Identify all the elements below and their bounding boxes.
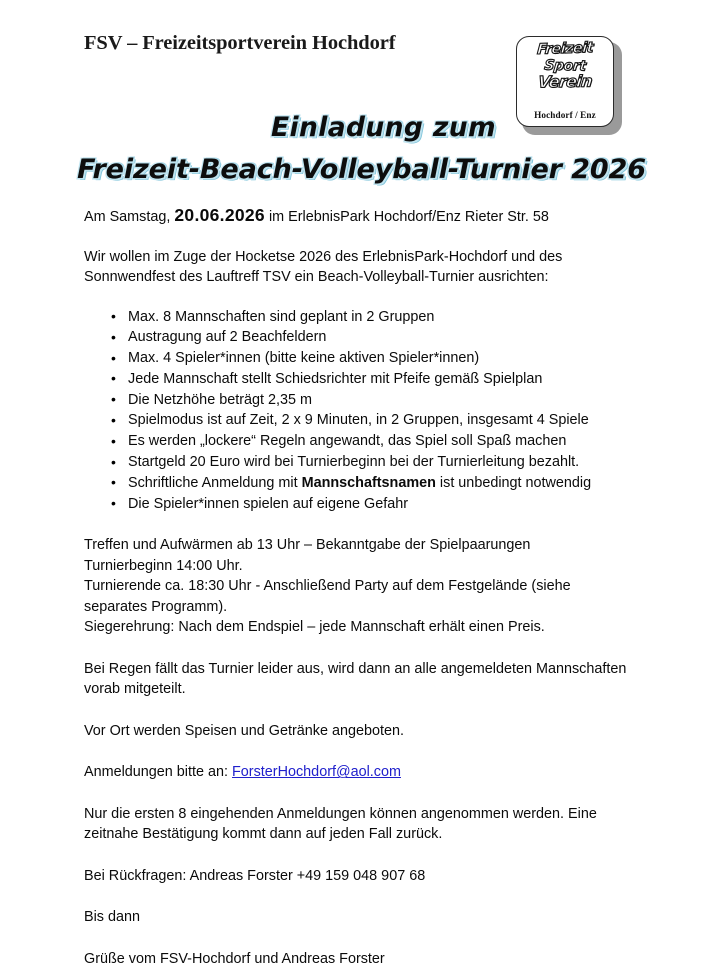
signoff-line-1: Bis dann	[84, 909, 141, 926]
list-item	[128, 327, 632, 348]
signoff-line-2: Grüße vom FSV-Hochdorf und Andreas Forster	[84, 950, 385, 967]
registration-line	[84, 762, 632, 783]
document-body	[84, 205, 632, 969]
logo-line-sport: Sport	[543, 56, 587, 75]
registration-label: Anmeldungen bitte an:	[84, 764, 233, 781]
limit-notice: Nur die ersten 8 eingehenden Anmeldungen können angenommen werden. Eine zeitnahe Bestätigung kommt dann auf jeden Fall zurück.	[84, 805, 597, 843]
list-item	[128, 473, 632, 494]
schedule-line-3: Turnierende ca. 18:30 Uhr - Anschließend Party auf dem Festgelände (siehe separates Programm).	[84, 578, 571, 615]
bullet-text: Startgeld 20 Euro wird bei Turnierbeginn bei der Turnierleitung bezahlt.	[128, 454, 580, 471]
rain-notice: Bei Regen fällt das Turnier leider aus, wird dann an alle angemeldeten Mannschaften vorab mitgeteilt.	[84, 660, 627, 698]
bullet-text-bold: Mannschaftsnamen	[301, 474, 436, 491]
bullet-text: Die Netzhöhe beträgt 2,35 m	[128, 391, 312, 408]
food-notice: Vor Ort werden Speisen und Getränke angeboten.	[84, 722, 405, 739]
bullet-text: Die Spieler*innen spielen auf eigene Gefahr	[128, 495, 409, 512]
date-prefix: Am Samstag,	[84, 209, 175, 225]
bullet-text: Max. 8 Mannschaften sind geplant in 2 Gruppen	[128, 308, 435, 325]
date-suffix: im ErlebnisPark Hochdorf/Enz Rieter Str. 58	[264, 209, 549, 225]
event-date-line	[84, 205, 632, 228]
logo-line-freizeit: Freizeit	[536, 40, 594, 58]
title-line-1: Einladung zum	[270, 112, 496, 143]
schedule-line-4: Siegerehrung: Nach dem Endspiel – jede Mannschaft erhält einen Preis.	[84, 619, 545, 636]
list-item	[128, 494, 632, 515]
logo-graffiti-text	[517, 42, 613, 90]
bullet-text-pre: Schriftliche Anmeldung mit	[128, 474, 302, 491]
schedule-line-1: Treffen und Aufwärmen ab 13 Uhr – Bekanntgabe der Spielpaarungen	[84, 537, 531, 554]
event-date: 20.06.2026	[174, 205, 265, 225]
title-line-2: Freizeit-Beach-Volleyball-Turnier 2026	[77, 154, 646, 185]
bullet-text: Jede Mannschaft stellt Schiedsrichter mit Pfeife gemäß Spielplan	[128, 370, 543, 387]
list-item	[128, 410, 632, 431]
bullet-text: Es werden „lockere“ Regeln angewandt, das Spiel soll Spaß machen	[128, 433, 567, 450]
bullet-text-post: ist unbedingt notwendig	[435, 474, 592, 491]
list-item	[128, 390, 632, 411]
intro-paragraph: Wir wollen im Zuge der Hocketse 2026 des ErlebnisPark-Hochdorf und des Sonnwendfest des Lauftreff TSV ein Beach-Volleyball-Turnier ausrichten:	[84, 248, 563, 285]
logo-line-verein: Verein	[537, 71, 593, 91]
registration-email-link[interactable]: ForsterHochdorf@aol.com	[232, 764, 401, 781]
list-item	[128, 431, 632, 452]
club-name-heading: FSV – Freizeitsportverein Hochdorf	[84, 32, 396, 54]
bullet-text: Spielmodus ist auf Zeit, 2 x 9 Minuten, in 2 Gruppen, insgesamt 4 Spiele	[128, 412, 589, 429]
contact-line: Bei Rückfragen: Andreas Forster +49 159 048 907 68	[84, 867, 426, 884]
rules-list	[84, 307, 632, 515]
bullet-text: Max. 4 Spieler*innen (bitte keine aktiven Spieler*innen)	[128, 350, 480, 367]
schedule-line-2: Turnierbeginn 14:00 Uhr.	[84, 557, 243, 574]
list-item	[128, 452, 632, 473]
invitation-title	[0, 112, 721, 185]
list-item	[128, 369, 632, 390]
logo-subtitle: Hochdorf / Enz	[534, 110, 596, 120]
bullet-text: Austragung auf 2 Beachfeldern	[128, 329, 327, 346]
list-item	[128, 348, 632, 369]
list-item	[128, 307, 632, 328]
